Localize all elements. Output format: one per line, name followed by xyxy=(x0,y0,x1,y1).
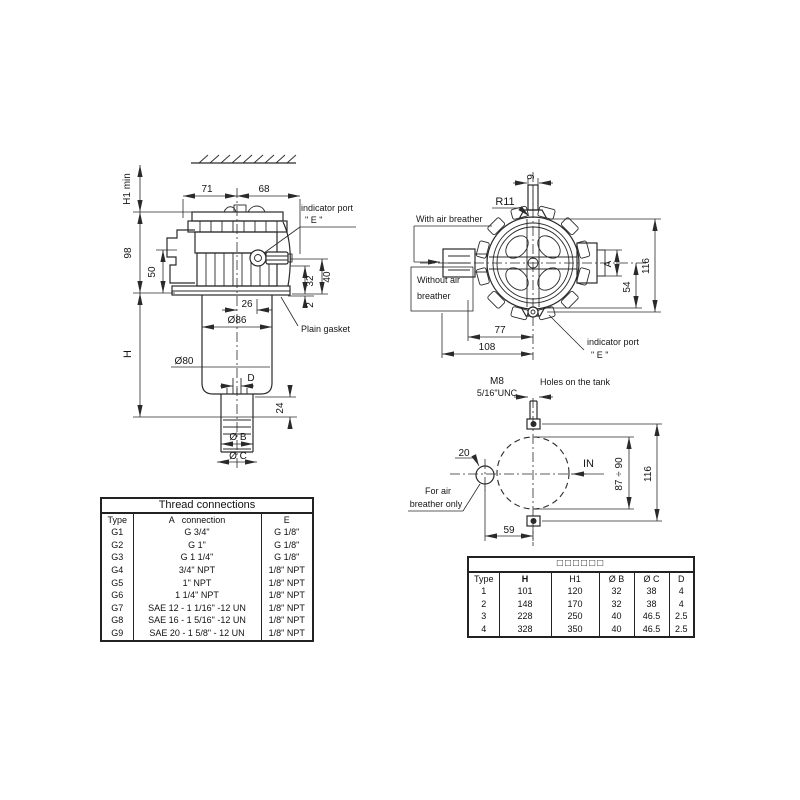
table-cell: 38 xyxy=(634,585,669,598)
table-cell: 1 xyxy=(481,586,487,597)
table-row xyxy=(101,627,313,641)
table-cell: G9 xyxy=(111,627,124,638)
table-cell: G 1/8" xyxy=(261,551,313,564)
holes-on-tank-label: Holes on the tank xyxy=(540,377,611,387)
size-table xyxy=(467,556,695,638)
table-cell: 1/8" NPT xyxy=(261,564,313,577)
table-cell: 1/8" NPT xyxy=(261,627,313,641)
table-row xyxy=(101,589,313,602)
col-header-type: Type xyxy=(107,514,127,525)
table-cell: G5 xyxy=(111,577,124,588)
indicator-port-e-label-top: " E " xyxy=(591,350,609,360)
dim-a: A xyxy=(603,260,614,268)
table-cell: G 1/8" xyxy=(261,526,313,539)
table-cell: 4 xyxy=(481,623,487,634)
dim-98: 98 xyxy=(123,247,134,259)
table-row xyxy=(468,585,694,598)
without-air-breather-label-2: breather xyxy=(417,291,451,301)
cover-top-outline xyxy=(443,185,605,320)
table-row xyxy=(101,602,313,615)
dim-32: 32 xyxy=(305,275,316,287)
dim-87-90: 87 ÷ 90 xyxy=(614,457,625,491)
table-cell: 1/8" NPT xyxy=(261,577,313,590)
col-header-type: Type xyxy=(473,573,494,584)
side-view xyxy=(122,155,356,470)
dim-2: 2 xyxy=(305,302,316,308)
table-cell: 40 xyxy=(599,623,634,637)
table-row xyxy=(101,577,313,590)
top-view xyxy=(411,172,661,360)
for-air-label-1: For air xyxy=(424,486,452,496)
table-row xyxy=(468,623,694,637)
col-header-h: H xyxy=(499,572,551,586)
table-cell: G3 xyxy=(111,552,124,563)
indicator-port-e-label: " E " xyxy=(305,215,323,225)
dim-dia86: Ø86 xyxy=(227,315,247,326)
m8-label: M8 xyxy=(490,376,504,387)
table-cell: G 1/8" xyxy=(261,539,313,552)
col-header-h1: H1 xyxy=(551,572,599,586)
table-row xyxy=(101,539,313,552)
table-header-row xyxy=(468,572,694,586)
mounting-flange xyxy=(172,286,290,295)
in-label: IN xyxy=(583,458,594,470)
table-cell: 1" NPT xyxy=(133,577,261,590)
top-view-dimensions xyxy=(411,178,661,358)
dim-dia80: Ø80 xyxy=(174,356,194,367)
table-cell: 3 xyxy=(481,611,487,622)
dim-59: 59 xyxy=(503,525,515,536)
tank-holes-outline xyxy=(476,401,569,526)
table-row xyxy=(101,614,313,627)
table-cell: 4 xyxy=(669,598,694,611)
col-header-dia-c: Ø C xyxy=(634,572,669,586)
dim-116-tank: 116 xyxy=(643,466,654,482)
filter-unit-outline xyxy=(167,205,292,452)
thread-table-title: Thread connections xyxy=(101,498,313,513)
table-cell: 32 xyxy=(599,598,634,611)
table-row xyxy=(101,551,313,564)
table-cell: G8 xyxy=(111,615,124,626)
with-air-breather-label: With air breather xyxy=(416,214,483,224)
col-header-dia-b: Ø B xyxy=(599,572,634,586)
table-title-row xyxy=(101,498,313,513)
dim-d: D xyxy=(247,373,255,384)
table-cell: 1/8" NPT xyxy=(261,614,313,627)
table-cell: 2.5 xyxy=(669,610,694,623)
table-cell: SAE 12 - 1 1/16" -12 UN xyxy=(133,602,261,615)
col-header-d: D xyxy=(669,572,694,586)
col-header-e: E xyxy=(261,513,313,527)
table-cell: SAE 16 - 1 5/16" -12 UN xyxy=(133,614,261,627)
dim-50: 50 xyxy=(147,266,158,278)
table-cell: 148 xyxy=(499,598,551,611)
dim-26: 26 xyxy=(241,299,253,310)
table-cell: G 3/4" xyxy=(133,526,261,539)
dim-77: 77 xyxy=(494,325,506,336)
dim-116-top: 116 xyxy=(641,258,652,274)
table-cell: 2 xyxy=(481,598,487,609)
port-plug xyxy=(266,252,288,264)
dim-68: 68 xyxy=(258,184,270,195)
dim-108: 108 xyxy=(478,342,496,353)
table-cell: 38 xyxy=(634,598,669,611)
dim-diaB: Ø B xyxy=(229,432,247,443)
table-cell: 4 xyxy=(669,585,694,598)
table-cell: 3/4" NPT xyxy=(133,564,261,577)
table-cell: 2.5 xyxy=(669,623,694,637)
without-breather-box xyxy=(411,267,473,311)
table-cell: 46.5 xyxy=(634,623,669,637)
dim-40: 40 xyxy=(322,271,333,283)
table-header-row xyxy=(101,513,313,527)
table-cell: G 1 1/4" xyxy=(133,551,261,564)
unc-label: 5/16"UNC xyxy=(476,388,518,398)
table-cell: 40 xyxy=(599,610,634,623)
table-cell: 1/8" NPT xyxy=(261,589,313,602)
table-cell: 1/8" NPT xyxy=(261,602,313,615)
table-cell: G4 xyxy=(111,564,124,575)
table-cell: 46.5 xyxy=(634,610,669,623)
dim-diaC: Ø C xyxy=(229,451,247,462)
dim-71: 71 xyxy=(201,184,213,195)
table-cell: G6 xyxy=(111,590,124,601)
indicator-port-label: indicator port xyxy=(301,203,354,213)
table-cell: 250 xyxy=(551,610,599,623)
thread-connections-table xyxy=(100,497,314,642)
ceiling-hatch xyxy=(191,155,296,163)
size-table-title-squares: □□□□□□ xyxy=(468,557,694,572)
table-cell: 350 xyxy=(551,623,599,637)
table-cell: 1 1/4" NPT xyxy=(133,589,261,602)
plain-gasket-label: Plain gasket xyxy=(301,324,351,334)
table-cell: SAE 20 - 1 5/8" - 12 UN xyxy=(133,627,261,641)
table-row xyxy=(101,526,313,539)
table-row xyxy=(468,610,694,623)
indicator-port-label-top: indicator port xyxy=(587,337,640,347)
dim-h: H xyxy=(122,350,134,358)
table-cell: 32 xyxy=(599,585,634,598)
table-cell: 120 xyxy=(551,585,599,598)
table-cell: G2 xyxy=(111,539,124,550)
table-cell: 228 xyxy=(499,610,551,623)
table-cell: G7 xyxy=(111,602,124,613)
tank-holes-view xyxy=(408,376,662,546)
table-cell: 328 xyxy=(499,623,551,637)
dim-h1min: H1 min xyxy=(122,173,133,205)
col-header-a-connection: A connection xyxy=(133,513,261,527)
table-row xyxy=(468,598,694,611)
table-title-row xyxy=(468,557,694,572)
for-air-label-2: breather only xyxy=(409,499,463,509)
table-cell: 101 xyxy=(499,585,551,598)
dim-9: 9 xyxy=(526,174,537,180)
table-cell: G 1" xyxy=(133,539,261,552)
table-cell: G1 xyxy=(111,527,124,538)
r11-label: R11 xyxy=(495,196,515,208)
dim-20: 20 xyxy=(458,448,470,459)
table-row xyxy=(101,564,313,577)
table-cell: 170 xyxy=(551,598,599,611)
dim-54: 54 xyxy=(622,281,633,293)
without-air-breather-label-1: Without air xyxy=(417,275,461,285)
dim-24: 24 xyxy=(275,402,286,414)
indicator-port-circle xyxy=(250,250,266,266)
